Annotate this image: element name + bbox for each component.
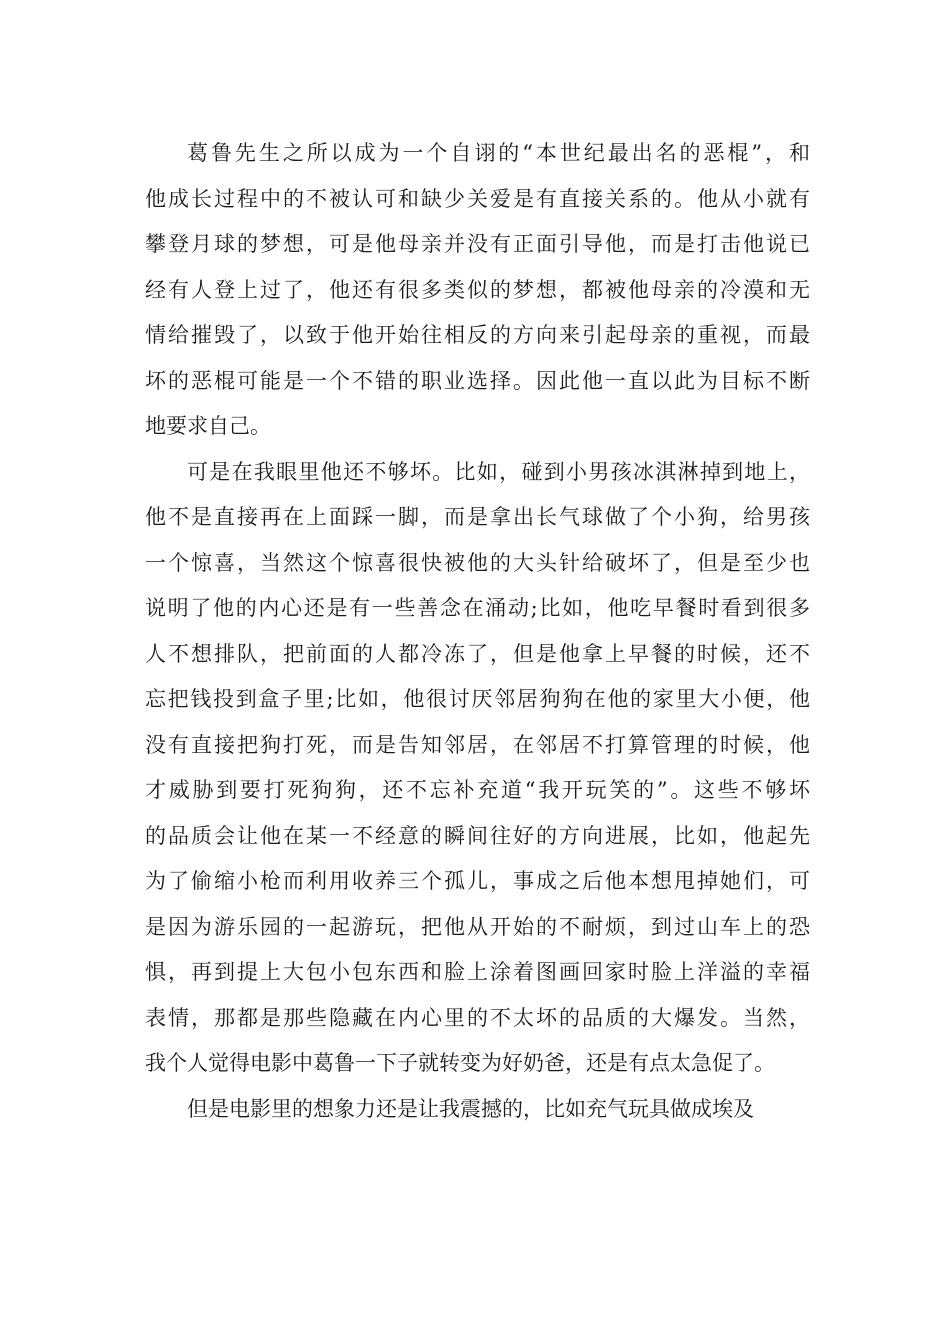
paragraph-1-line-1: 葛鲁先生之所以成为一个自诩的“本世纪最出名的恶棍”，和	[187, 141, 810, 165]
paragraph-2-line-2: 他不是直接再在上面踩一脚，而是拿出长气球做了个小狗，给男孩	[145, 505, 810, 529]
paragraph-1-line-6: 坏的恶棍可能是一个不错的职业选择。因此他一直以此为目标不断	[145, 368, 810, 393]
body-text	[145, 131, 810, 1132]
paragraph-2-line-13: 表情，那都是那些隐藏在内心里的不太坏的品质的大爆发。当然，	[145, 1005, 810, 1030]
paragraph-2-line-9: 的品质会让他在某一不经意的瞬间往好的方向进展，比如，他起先	[145, 823, 810, 848]
paragraph-2-line-12: 惧，再到提上大包小包东西和脸上涂着图画回家时脸上洋溢的幸福	[145, 960, 810, 984]
paragraph-1-line-4: 经有人登上过了，他还有很多类似的梦想，都被他母亲的冷漠和无	[145, 277, 810, 302]
paragraph-2-line-6: 忘把钱投到盒子里;比如，他很讨厌邻居狗狗在他的家里大小便，他	[145, 687, 810, 711]
paragraph-2-line-14: 我个人觉得电影中葛鲁一下子就转变为好奶爸，还是有点太急促了。	[145, 1051, 775, 1075]
paragraph-2-line-4: 说明了他的内心还是有一些善念在涌动;比如，他吃早餐时看到很多	[145, 596, 810, 620]
paragraph-2-line-8: 才威胁到要打死狗狗，还不忘补充道“我开玩笑的”。这些不够坏	[145, 778, 810, 802]
paragraph-1-line-5: 情给摧毁了，以致于他开始往相反的方向来引起母亲的重视，而最	[145, 323, 810, 347]
paragraph-2-line-3: 一个惊喜，当然这个惊喜很快被他的大头针给破坏了，但是至少也	[145, 550, 810, 575]
paragraph-2-line-10: 为了偷缩小枪而利用收养三个孤儿，事成之后他本想甩掉她们，可	[145, 869, 810, 893]
paragraph-1-line-7: 地要求自己。	[145, 414, 271, 438]
paragraph-2-line-5: 人不想排队，把前面的人都冷冻了，但是他拿上早餐的时候，还不	[145, 641, 810, 666]
paragraph-1-line-2: 他成长过程中的不被认可和缺少关爱是有直接关系的。他从小就有	[145, 186, 810, 211]
paragraph-2-line-11: 是因为游乐园的一起游玩，把他从开始的不耐烦，到过山车上的恐	[145, 914, 810, 939]
paragraph-2-line-7: 没有直接把狗打死，而是告知邻居，在邻居不打算管理的时候，他	[145, 732, 810, 757]
paragraph-1-line-3: 攀登月球的梦想，可是他母亲并没有正面引导他，而是打击他说已	[145, 232, 810, 256]
paragraph-3-line-1: 但是电影里的想象力还是让我震撼的，比如充气玩具做成埃及	[187, 1096, 754, 1121]
paragraph-2-line-1: 可是在我眼里他还不够坏。比如，碰到小男孩冰淇淋掉到地上，	[187, 459, 810, 484]
